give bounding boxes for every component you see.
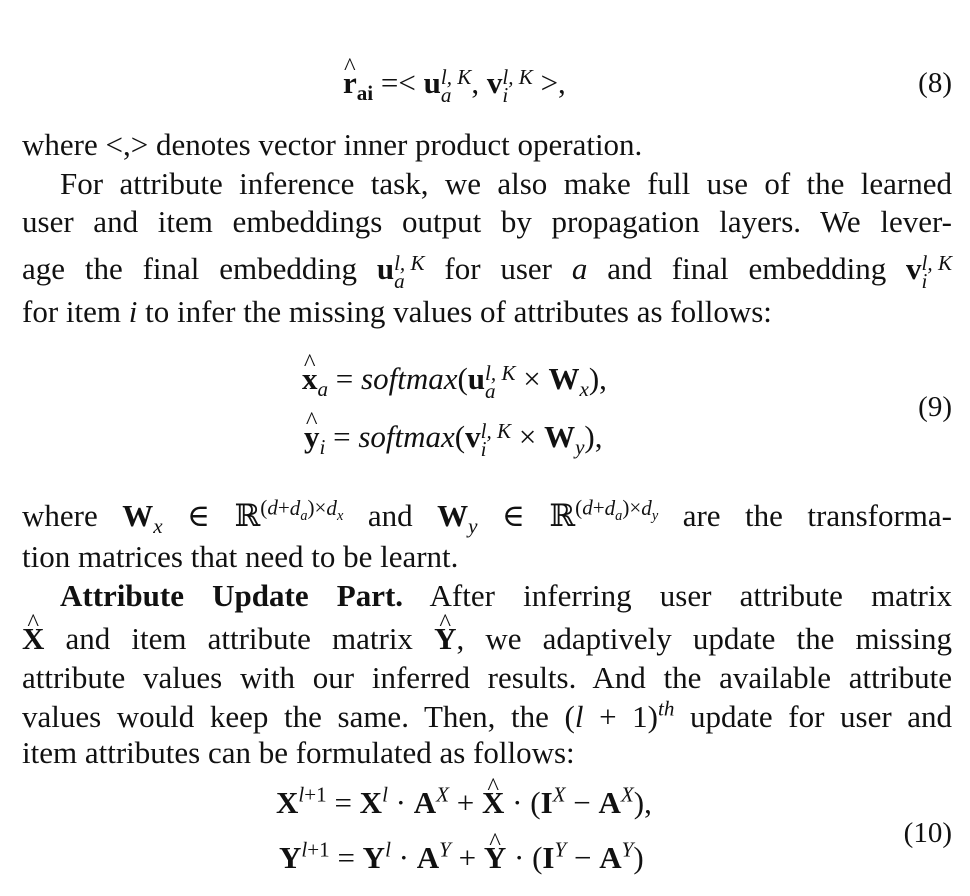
text-span: , we adaptively update the missing [456, 621, 953, 656]
text-span: and item attribute matrix [65, 621, 413, 656]
text-line: attribute values with our inferred results. And the available attribute [22, 660, 952, 695]
text-line: For attribute inference task, we also make full use of the learned [60, 166, 952, 201]
equation-9-number: (9) [918, 391, 952, 423]
text-span: where [22, 498, 98, 533]
text-span: age the final embedding [22, 251, 357, 286]
equation-8: ^ $r_{ai} =< u$ l, K a , v l, K i >, [343, 64, 566, 105]
text-line: age the final embedding u l, K a for user a and final embedding v l, K i [22, 250, 953, 294]
text-line [60, 577, 952, 615]
text-line: user and item embeddings output by propagation layers. We lever- [22, 204, 952, 239]
text-line: for item i to infer the missing values of attributes as follows: [22, 294, 772, 329]
softmax-label: softmax [358, 419, 455, 454]
equation-10-row-1: $X^{l+1} = X^l \cdot A^X$ + ^ $X \cdot (I^X - A^X)$, [276, 784, 652, 822]
text-span: After inferring user attribute matrix [429, 578, 952, 613]
equation-8-number: (8) [918, 67, 952, 99]
text-line: item attributes can be formulated as follows: [22, 735, 575, 770]
text-span: and final embedding [607, 251, 887, 286]
text-span: to infer the missing values of attributes as follows: [145, 294, 772, 329]
text-span: update for user and [690, 699, 953, 734]
text-line: ^ X and item attribute matrix ^ Y, we adaptively update the missing [22, 620, 952, 658]
section-heading: Attribute Update Part. [60, 578, 404, 613]
equation-10-number: (10) [903, 817, 952, 849]
text-span: and [367, 498, 413, 533]
text-span: for user [444, 251, 553, 286]
text-line: where $W_x$ ∈ ℝ$^{(d+d_a)\times d_x}$ and $W_y$ ∈ ℝ$^{(d+d_a)\times d_y}$ are the transforma- [22, 495, 952, 539]
equation-9-row-1: ^ $x_a$ = softmax(u l, K a × $W_x$), [302, 360, 607, 401]
text-line: where <,> denotes vector inner product operation. [22, 127, 643, 162]
text-span: are the transforma- [682, 498, 952, 533]
equation-10-row-2: $Y^{l+1} = Y^l \cdot A^Y$ + ^ $Y \cdot (I^Y - A^Y)$ [279, 839, 644, 877]
text-line: tion matrices that need to be learnt. [22, 539, 459, 574]
equation-9-row-2: ^ $y_i$ = softmax(v l, K i × $W_y$), [304, 418, 603, 459]
text-span: values would keep the same. Then, the [22, 699, 549, 734]
text-line: values would keep the same. Then, the $(l + 1)^{th}$ update for user and [22, 696, 953, 734]
softmax-label: softmax [361, 361, 458, 396]
text-span: for item [22, 294, 121, 329]
